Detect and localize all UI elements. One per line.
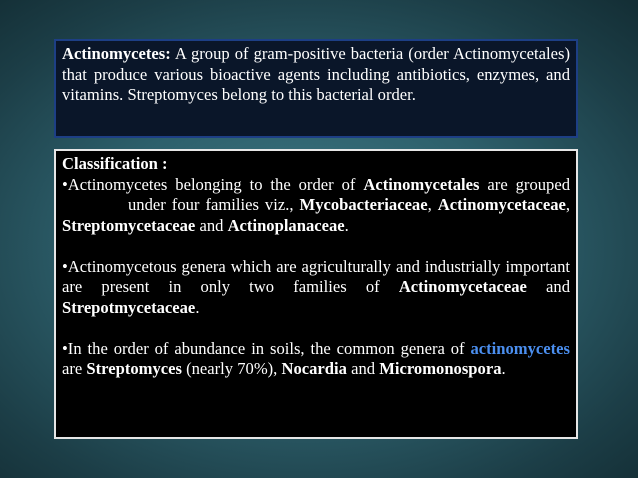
classification-point-1 bbox=[62, 175, 570, 237]
point-2-and: and bbox=[526, 277, 570, 296]
classification-heading: Classification : bbox=[62, 154, 168, 173]
point-2-end: . bbox=[195, 297, 200, 317]
family-strepotmycetaceae: Strepotmycetaceae bbox=[62, 297, 196, 317]
paragraph-gap bbox=[62, 236, 570, 257]
point-1-comma2: , bbox=[565, 195, 571, 214]
order-name: Actinomycetales bbox=[363, 174, 480, 194]
point-1-end: . bbox=[344, 215, 349, 235]
point-1-mid2: under four families viz., bbox=[128, 195, 300, 214]
family-mycobacteriaceae: Mycobacteriaceae bbox=[299, 195, 428, 214]
classification-box bbox=[54, 149, 578, 439]
point-3-end: . bbox=[501, 359, 506, 378]
classification-point-2 bbox=[62, 257, 570, 319]
highlight-actinomycetes: actinomycetes bbox=[470, 338, 570, 358]
point-1-mid1: are grouped bbox=[479, 174, 570, 194]
point-1-pre: •Actinomycetes belonging to the order of bbox=[62, 174, 364, 194]
definition-paragraph bbox=[62, 44, 570, 106]
family-actinomycetaceae-2: Actinomycetaceae bbox=[398, 277, 527, 296]
point-3-mid1: are bbox=[62, 359, 87, 378]
point-3-mid2: (nearly 70%), bbox=[181, 359, 282, 378]
classification-point-3 bbox=[62, 339, 570, 380]
definition-text: A group of gram-positive bacteria (order Actinomycetales) that produce various bioactive agents including antibiotics, enzymes, and vitamins. Streptomyces belong to this bacterial order. bbox=[62, 44, 570, 104]
genus-nocardia: Nocardia bbox=[281, 359, 347, 378]
definition-term: Actinomycetes: bbox=[62, 44, 171, 63]
family-actinomycetaceae: Actinomycetaceae bbox=[437, 195, 566, 214]
paragraph-gap bbox=[62, 318, 570, 339]
genus-streptomyces: Streptomyces bbox=[86, 359, 182, 378]
point-2-pre: •Actinomycetous genera which are agriculturally and industrially important are present in only two families of bbox=[62, 256, 570, 296]
genus-micromonospora: Micromonospora bbox=[379, 359, 502, 378]
definition-box bbox=[54, 39, 578, 138]
family-actinoplanaceae: Actinoplanaceae bbox=[227, 215, 345, 235]
point-3-mid3: and bbox=[346, 359, 380, 378]
point-1-comma1: , bbox=[427, 195, 438, 214]
point-1-and: and bbox=[195, 215, 228, 235]
family-streptomycetaceae: Streptomycetaceae bbox=[62, 215, 196, 235]
point-3-pre: •In the order of abundance in soils, the common genera of bbox=[62, 338, 471, 358]
